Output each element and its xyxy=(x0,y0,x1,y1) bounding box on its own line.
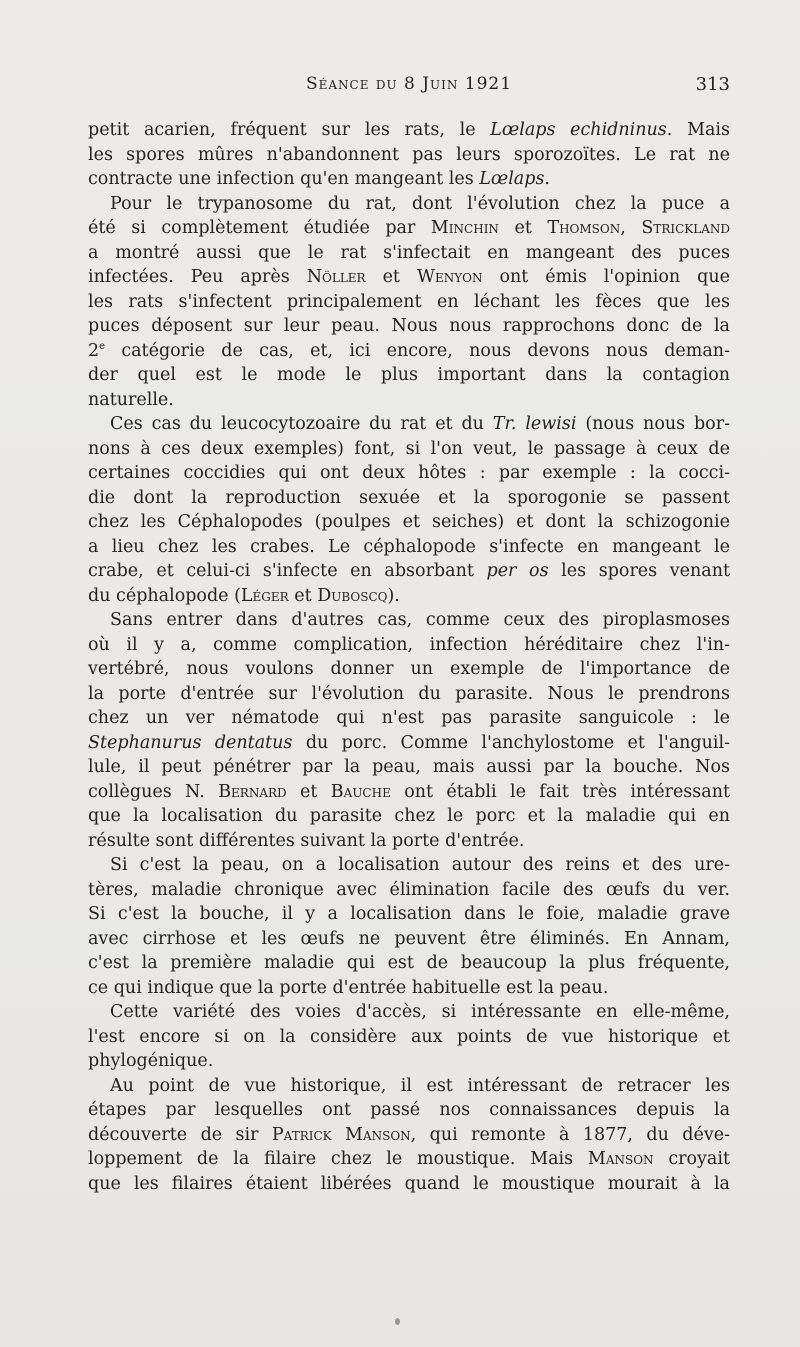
running-title: Séance du 8 Juin 1921 xyxy=(305,74,513,94)
text-line: ce qui indique que la porte d'entrée habituelle est la peau. xyxy=(88,977,609,998)
text-line: Si c'est la peau, on a localisation autour des reins et des ure- xyxy=(110,855,730,875)
text-line: a lieu chez les crabes. Le céphalopode s'infecte en mangeant le xyxy=(88,536,730,557)
text-line: der quel est le mode le plus important dans la contagion xyxy=(88,365,730,385)
text-line: phylogénique. xyxy=(88,1051,214,1071)
text-line: a montré aussi que le rat s'infectait en mangeant des puces xyxy=(88,242,730,263)
text-line: Pour le trypanosome du rat, dont l'évolution chez la puce a xyxy=(110,193,730,214)
text-line: l'est encore si on la considère aux points de vue historique et xyxy=(88,1026,730,1047)
text-line: contracte une infection qu'en mangeant les Lœlaps. xyxy=(88,169,550,189)
text-line: collègues N. Bernard et Bauche ont établi le fait très intéressant xyxy=(88,781,730,802)
text-line: naturelle. xyxy=(88,389,174,410)
text-line: Cette variété des voies d'accès, si intéressante en elle-même, xyxy=(110,1002,730,1022)
text-line: nons à ces deux exemples) font, si l'on veut, le passage à ceux de xyxy=(88,438,730,459)
text-line: die dont la reproduction sexuée et la sporogonie se passent xyxy=(88,487,730,508)
text-line: étapes par lesquelles ont passé nos connaissances depuis la xyxy=(88,1100,730,1120)
text-line: petit acarien, fréquent sur les rats, le Lœlaps echidninus. Mais xyxy=(88,120,730,140)
ink-smudge xyxy=(395,1318,400,1325)
text-line: infectées. Peu après Nöller et Wenyon ont émis l'opinion que xyxy=(88,267,731,287)
text-line: du céphalopode (Léger et Duboscq). xyxy=(88,585,400,606)
text-line: découverte de sir Patrick Manson, qui remonte à 1877, du déve- xyxy=(88,1124,730,1145)
text-line: lule, il peut pénétrer par la peau, mais aussi par la bouche. Nos xyxy=(88,757,730,777)
text-line: avec cirrhose et les œufs ne peuvent être éliminés. En Annam, xyxy=(88,928,730,949)
text-line: résulte sont différentes suivant la porte d'entrée. xyxy=(88,830,525,851)
text-line: 2e catégorie de cas, et, ici encore, nous devons nous deman- xyxy=(88,340,730,361)
text-line: Ces cas du leucocytozoaire du rat et du Tr. lewisi (nous nous bor- xyxy=(110,414,730,434)
text-line: que les filaires étaient libérées quand le moustique mourait à la xyxy=(88,1173,730,1194)
text-line: crabe, et celui-ci s'infecte en absorbant per os les spores venant xyxy=(88,561,731,581)
page-number: 313 xyxy=(695,74,730,95)
text-line: que la localisation du parasite chez le porc et la maladie qui en xyxy=(88,806,730,826)
text-line: c'est la première maladie qui est de beaucoup la plus fréquente, xyxy=(88,953,730,973)
body-text xyxy=(88,118,730,1196)
text-line: les spores mûres n'abandonnent pas leurs sporozoïtes. Le rat ne xyxy=(88,144,730,165)
text-line: Au point de vue historique, il est intéressant de retracer les xyxy=(110,1075,730,1096)
text-line: loppement de la filaire chez le moustique. Mais Manson croyait xyxy=(88,1149,730,1169)
text-line: puces déposent sur leur peau. Nous nous rapprochons donc de la xyxy=(88,316,730,336)
text-line: chez les Céphalopodes (poulpes et seiches) et dont la schizogonie xyxy=(88,512,730,532)
text-line: vertébré, nous voulons donner un exemple de l'importance de xyxy=(88,659,730,679)
text-line: été si complètement étudiée par Minchin et Thomson, Strickland xyxy=(88,218,730,238)
text-line: certaines coccidies qui ont deux hôtes : par exemple : la cocci- xyxy=(88,463,730,483)
text-line: tères, maladie chronique avec élimination facile des œufs du ver. xyxy=(88,879,730,900)
text-line: les rats s'infectent principalement en léchant les fèces que les xyxy=(88,291,730,312)
text-line: Stephanurus dentatus du porc. Comme l'anchylostome et l'anguil- xyxy=(88,732,730,753)
text-line: la porte d'entrée sur l'évolution du parasite. Nous le prendrons xyxy=(88,683,730,704)
text-line: Si c'est la bouche, il y a localisation dans le foie, maladie grave xyxy=(88,904,730,924)
text-line: chez un ver nématode qui n'est pas parasite sanguicole : le xyxy=(88,708,730,728)
text-line: où il y a, comme complication, infection héréditaire chez l'in- xyxy=(88,634,730,655)
running-head xyxy=(88,74,730,100)
text-line: Sans entrer dans d'autres cas, comme ceux des piroplasmoses xyxy=(110,610,730,630)
